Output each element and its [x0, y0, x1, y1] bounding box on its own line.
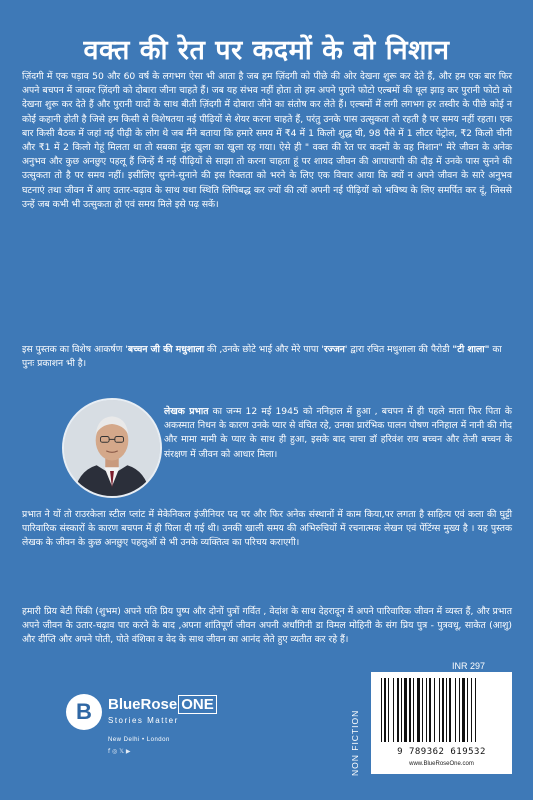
note-bold-madhushala: बच्चन जी की मधुशाला	[127, 344, 205, 355]
note-text-1: इस पुस्तक का विशेष आकर्षण '	[22, 344, 128, 355]
book-title: वक्त की रेत पर कदमों के वो निशान	[83, 35, 450, 66]
publisher-name	[108, 696, 217, 713]
barcode-bar	[401, 678, 402, 742]
author-portrait-image	[64, 400, 160, 496]
barcode-bar	[429, 678, 431, 742]
publisher-cities: New Delhi • London	[108, 737, 170, 743]
barcode-bar	[462, 678, 465, 742]
publisher-logo	[66, 690, 214, 760]
barcode-bar	[413, 678, 414, 742]
barcode-bar	[442, 678, 444, 742]
barcode-bar	[422, 678, 423, 742]
note-text-3: ' द्वारा रचित मधुशाला की पैरोडी	[344, 344, 453, 355]
intro-paragraph: ज़िंदगी में एक पड़ाव 50 और 60 वर्ष के लगभग ऐसा भी आता है जब हम ज़िंदगी को पीछे की ओर देखना शुरू कर देते हैं, और हम एक बार फिर अपने बचपन में जाकर ज़िंदगी को दोबारा जीना चाहते हैं। जब यह संभव नहीं होता तो हम अपने पुराने फोटो एल्बमों की धूल झाड़ कर पुरानी फोटो को देखना शुरू कर देते हैं और पुरानी यादों के साथ बीती ज़िंदगी में दोबारा जीने का संतोष कर लेते हैं। एल्बमों में लगी लगभग हर तस्वीर के पीछे कोई न कोई कहानी होती है जिसे हम किसी से विशेषतया नई पीढ़ियों से शेयर करना चाहते हैं, परंतु उनके पास उत्सुकता तो रहती है पर समय नहीं रहता। एक बार किसी बैठक में जहां नई पीढ़ी के लोग थे जब मैंने बताया कि हमारे समय में ₹4 में 1 किलो शुद्ध घी, 98 पैसे में 1 लीटर पेट्रोल, ₹2 किलो चीनी और ₹1 में 2 किलो गेहूं मिलता था तो सबका मुंह खुला का खुला रह गया। ऐसे ही " वक्त की रेत पर कदमों के वह निशान" मेरे जीवन के अनेक अनुभव और कुछ अनछुए पहलू हैं जिन्हें मैं नई पीढ़ियों से साझा तो करना चाहता हूं पर शायद जीवन की आपाधापी की दौड़ में उनके पास सुनने की उत्सुकता तो है पर समय नहीं। इसीलिए सुनने-सुनाने की इस रिक्तता को भरने के लिए एक विचार आया कि क्यों न अपने जीवन के सारे अनुभव घटनाएं तथा जीवन में आए उतार-चढ़ाव के साथ यथा स्थिति लिपिबद्ध कर ज्यों की त्यों अपनी नई पीढ़ियों को भविष्य के लिए समर्पित कर दूं, जिससे उन्हें जब कभी भी उत्सुकता हो एवं समय मिले इसे पढ़ सकें।	[22, 71, 512, 210]
publisher-name-b: ONE	[178, 695, 217, 714]
author-bio-intro-text: का जन्म 12 मई 1945 को ननिहाल में हुआ , बचपन में ही पहले माता फिर पिता के अकस्मात निधन के कारण उनके प्यार से वंचित रहे, उनका प्रारंभिक पालन पोषण ननिहाल में नानी की गोद और मामा मामी के प्यार के साथ ही हुआ, इसके बाद चाचा डॉ हरिवंश राय बच्चन और तेजी बच्चन के संरक्षण में जीवन को आधार मिला।	[164, 406, 512, 460]
isbn-number: 9 789362 619532	[397, 747, 486, 757]
barcode-bar	[439, 678, 440, 742]
social-icons: f ◎ 𝕏 ▶	[108, 748, 131, 755]
barcode-bar	[446, 678, 447, 742]
author-bio-intro	[164, 405, 512, 462]
barcode-bar	[434, 678, 435, 742]
author-photo	[62, 398, 162, 498]
barcode-bar	[459, 678, 460, 742]
note-text-4: का पुनः प्रकाशन भी है।	[22, 344, 502, 370]
isbn-barcode	[371, 672, 512, 774]
note-text-2: की ,उनके छोटे भाई और मेरे पापा '	[204, 344, 324, 355]
barcode-bar	[455, 678, 456, 742]
barcode-image	[379, 678, 504, 744]
barcode-bar	[417, 678, 420, 742]
barcode-bar	[449, 678, 451, 742]
author-name: लेखक प्रभात	[164, 406, 209, 417]
barcode-bar	[381, 678, 382, 742]
barcode-bar	[393, 678, 394, 742]
price-label: INR 297	[452, 661, 486, 671]
publisher-name-a: BlueRose	[108, 696, 178, 713]
genre-label: NON FICTION	[350, 709, 360, 776]
barcode-bar	[388, 678, 389, 742]
publisher-mark-icon: B	[66, 694, 102, 730]
note-bold-teeshala: "टी शाला"	[452, 344, 490, 355]
barcode-bar	[475, 678, 476, 742]
publisher-tagline: Stories Matter	[108, 716, 179, 725]
special-note	[22, 343, 512, 371]
barcode-bar	[384, 678, 386, 742]
barcode-bar	[404, 678, 407, 742]
barcode-bar	[426, 678, 427, 742]
author-bio-family: हमारी प्रिय बेटी पिंकी (शुभम) अपने पति प्रिय पुष्प और दोनों पुत्रों गर्वित , वेदांश के साथ देहरादून में अपने पारिवारिक जीवन में व्यस्त हैं, और प्रभात अपने जीवन के उतार-चढ़ाव पार करने के बाद ,अपना शांतिपूर्ण जीवन अपनी अर्धांगिनी डा विमल मोहिनी के संग प्रिय पुत्र - पुत्रवधू, साकेत (आशु) और दीप्ति और अपने पोती, पोते वंशिका व वेद के साथ जीवन का आनंद लेते हुए व्यतीत कर रहे हैं।	[22, 606, 512, 646]
barcode-bar	[471, 678, 472, 742]
note-bold-rajjan: रज्जन	[323, 344, 345, 355]
barcode-bar	[409, 678, 411, 742]
publisher-website: www.BlueRoseOne.com	[409, 761, 474, 767]
author-bio-career: प्रभात ने यों तो राउरकेला स्टील प्लांट में मेकेनिकल इंजीनियर पद पर और फिर अनेक संस्थानों में काम किया,पर लगता है साहित्य एवं कला की घुट्टी पारिवारिक संस्कारों के कारण बचपन में ही पिला दी गई थी। उनकी खाली समय की अभिरुचियों में रचनात्मक लेखन एवं पेंटिंग्स मुख्य है । यह पुस्तक लेखक के जीवन के कुछ अनछुए पहलुओं से भी उनके व्यक्तित्व का परिचय कराएगी।	[22, 509, 512, 549]
barcode-bar	[467, 678, 468, 742]
barcode-bar	[397, 678, 399, 742]
